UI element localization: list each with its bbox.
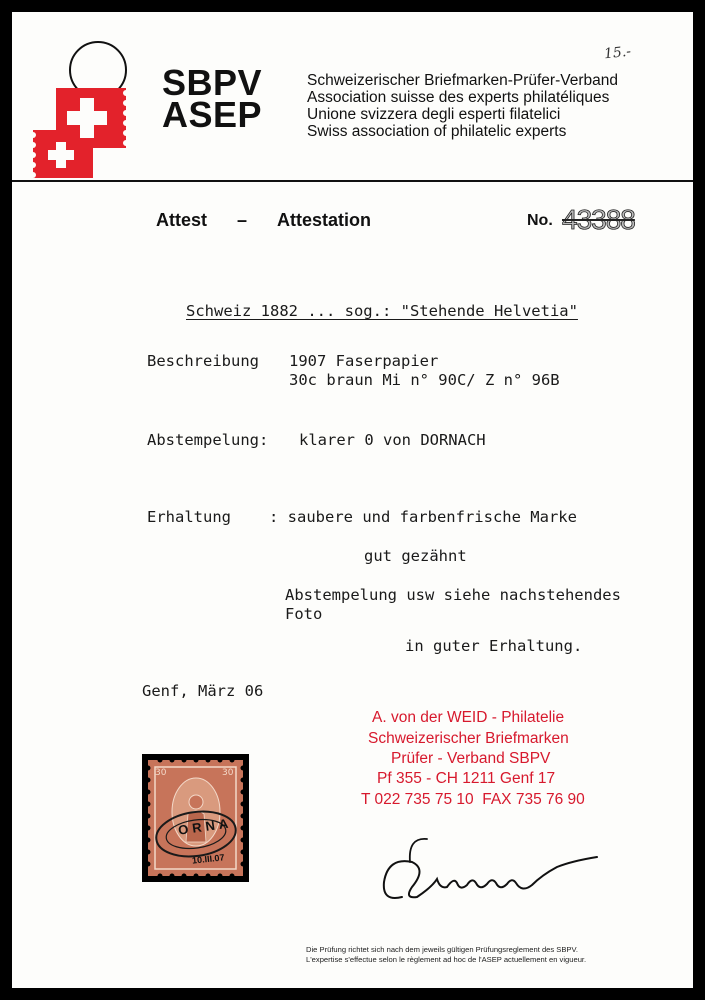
expert-stamp-line-4: Pf 355 - CH 1211 Genf 17: [377, 770, 556, 787]
stamp-cancel-date: 10.III.07: [191, 852, 225, 866]
association-fr: Association suisse des experts philatéliques: [307, 89, 610, 106]
place-date: Genf, März 06: [142, 682, 264, 700]
footer-line-2: L'expertise s'effectue selon le règlement ad hoc de l'ASEP actuellement en vigueur.: [306, 955, 587, 964]
header-divider: [12, 180, 693, 182]
footer-note: [306, 945, 586, 965]
brand-name: [162, 62, 263, 135]
association-en: Swiss association of philatelic experts: [307, 123, 567, 140]
condition-label: Erhaltung: [147, 508, 231, 526]
cancel-value: klarer 0 von DORNACH: [299, 431, 486, 449]
handwritten-fee: 15.-: [603, 43, 632, 63]
condition-line-3: Abstempelung usw siehe nachstehendes: [285, 586, 621, 604]
condition-line-5: in guter Erhaltung.: [405, 637, 583, 655]
description-label: Beschreibung: [147, 352, 259, 370]
certificate-number: 43388: [562, 204, 635, 235]
association-de: Schweizerischer Briefmarken-Prüfer-Verband: [307, 72, 618, 89]
certificate-number-label: No.: [527, 212, 553, 229]
condition-line-2: gut gezähnt: [364, 547, 467, 565]
footer-line-1: Die Prüfung richtet sich nach dem jeweils gültigen Prüfungsreglement des SBPV.: [306, 945, 578, 954]
association-it: Unione svizzera degli esperti filatelici: [307, 106, 561, 123]
stamp-photo: [142, 754, 249, 882]
expert-stamp-line-5: T 022 735 75 10 FAX 735 76 90: [361, 791, 585, 808]
stamp-value-left: 30: [155, 768, 167, 778]
cancel-label: Abstempelung:: [147, 431, 269, 449]
stamp-value-right: 30: [222, 768, 234, 778]
attestation-label: Attestation: [277, 210, 371, 230]
description-line-2: 30c braun Mi n° 90C/ Z n° 96B: [289, 371, 560, 389]
attest-label: Attest: [156, 210, 208, 230]
description-line-1: 1907 Faserpapier: [289, 352, 439, 370]
brand-sbpv: SBPV: [162, 62, 263, 103]
certificate-sheet: [12, 12, 693, 988]
expert-stamp-line-3: Prüfer - Verband SBPV: [391, 750, 551, 767]
expert-stamp-line-2: Schweizerischer Briefmarken: [368, 730, 569, 747]
brand-asep: ASEP: [162, 94, 263, 135]
association-names: [307, 72, 618, 140]
sbpv-logo-icon: [28, 30, 148, 180]
certificate-title: Schweiz 1882 ... sog.: "Stehende Helvetia": [186, 302, 578, 320]
condition-line-1: : saubere und farbenfrische Marke: [269, 508, 577, 526]
expert-stamp-line-1: A. von der WEID - Philatelie: [372, 709, 565, 726]
condition-line-4: Foto: [285, 605, 323, 623]
expert-signature-icon: [372, 827, 612, 917]
stamp-cancel-text: ORNA: [177, 815, 234, 838]
attest-dash: –: [237, 210, 248, 230]
